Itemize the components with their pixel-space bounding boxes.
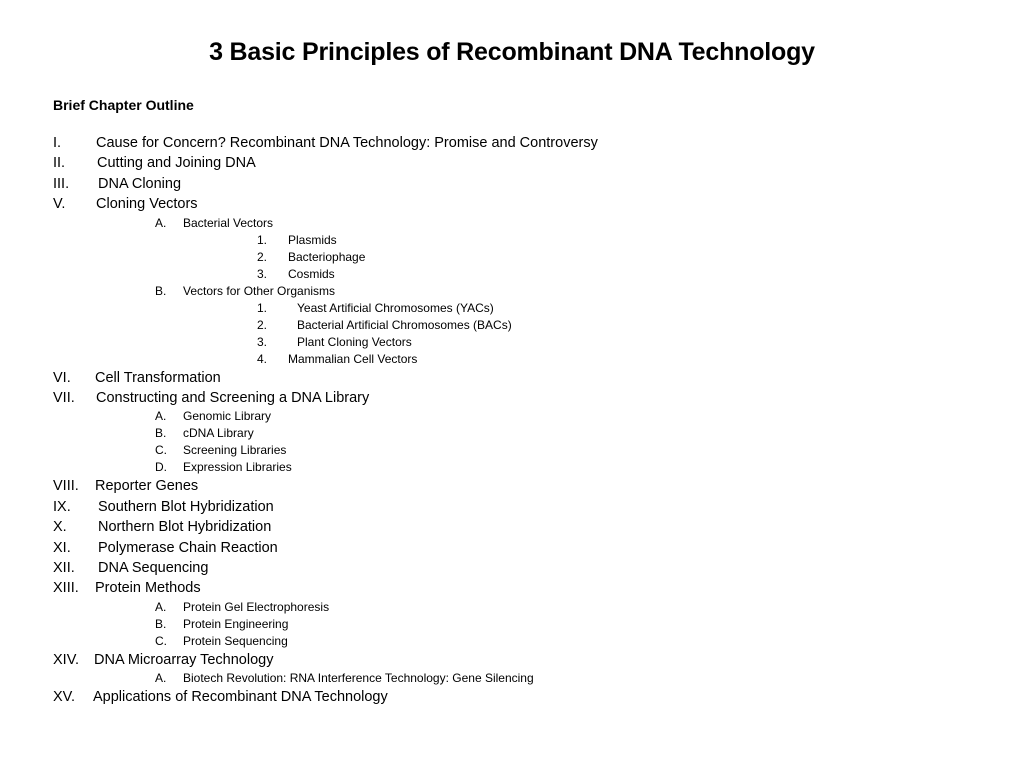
outline-item-label: Protein Engineering xyxy=(183,616,289,631)
outline-item-label: Bacterial Vectors xyxy=(183,215,274,230)
outline-item xyxy=(0,300,1024,317)
outline-item xyxy=(0,266,1024,283)
outline-item-label: Cloning Vectors xyxy=(96,196,198,213)
outline-item-number: V. xyxy=(53,196,66,213)
outline-item-number: I. xyxy=(53,135,62,151)
outline-item-label: cDNA Library xyxy=(183,426,254,441)
outline-item-label: Bacteriophage xyxy=(288,249,366,264)
outline-item-number: B. xyxy=(155,426,167,441)
outline-item-number: A. xyxy=(155,409,167,424)
outline-item xyxy=(0,153,1024,173)
outline-item xyxy=(0,558,1024,578)
outline-item-number: XV. xyxy=(53,689,76,706)
outline-item xyxy=(0,670,1024,687)
outline-item-number: 3. xyxy=(257,334,268,349)
outline-item-label: Cosmids xyxy=(288,266,335,281)
outline-item xyxy=(0,442,1024,459)
outline-item xyxy=(0,351,1024,368)
outline-subtitle: Brief Chapter Outline xyxy=(53,97,194,113)
outline-item xyxy=(0,232,1024,249)
outline-item-number: B. xyxy=(155,283,167,298)
outline-item xyxy=(0,538,1024,558)
outline-item-label: DNA Microarray Technology xyxy=(94,651,274,668)
outline-item-number: B. xyxy=(155,616,167,631)
outline-item-number: A. xyxy=(155,599,167,614)
outline-item xyxy=(0,133,1024,153)
outline-item xyxy=(0,317,1024,334)
outline-item-label: Yeast Artificial Chromosomes (YACs) xyxy=(297,300,494,315)
outline-item-number: VI. xyxy=(53,369,71,386)
outline-item-number: A. xyxy=(155,671,167,686)
outline-item xyxy=(0,368,1024,388)
outline-item-number: 4. xyxy=(257,351,268,366)
outline-item-number: XII. xyxy=(53,559,75,576)
outline-item-number: A. xyxy=(155,215,167,230)
outline-item-number: 2. xyxy=(257,317,268,332)
outline-item xyxy=(0,599,1024,616)
outline-item xyxy=(0,517,1024,537)
outline-item-number: C. xyxy=(155,443,167,458)
outline-item-label: Northern Blot Hybridization xyxy=(98,519,272,536)
page-title: 3 Basic Principles of Recombinant DNA Technology xyxy=(209,38,815,66)
outline-item-label: Plasmids xyxy=(288,232,337,247)
outline-item xyxy=(0,388,1024,408)
outline-item-number: X. xyxy=(53,519,67,536)
outline-item-number: VIII. xyxy=(53,478,79,495)
outline-item-label: Southern Blot Hybridization xyxy=(98,498,274,515)
outline-item-number: IX. xyxy=(53,498,71,515)
outline-item-label: Expression Libraries xyxy=(183,460,292,475)
outline-item-label: Plant Cloning Vectors xyxy=(297,334,412,349)
outline-item-label: Reporter Genes xyxy=(95,478,199,495)
outline-item xyxy=(0,459,1024,476)
outline-item-label: Vectors for Other Organisms xyxy=(183,283,336,298)
outline-item-label: Protein Methods xyxy=(95,580,201,597)
outline-item-number: 1. xyxy=(257,300,268,315)
outline-item-number: 3. xyxy=(257,266,268,281)
outline-item-label: DNA Cloning xyxy=(98,175,182,192)
outline-item xyxy=(0,578,1024,598)
outline-item-label: Applications of Recombinant DNA Technology xyxy=(93,689,388,706)
outline-item-number: II. xyxy=(53,155,66,172)
outline-item-number: III. xyxy=(53,175,70,192)
outline-item-number: 1. xyxy=(257,232,268,247)
outline-item-label: Protein Gel Electrophoresis xyxy=(183,599,330,614)
outline-item xyxy=(0,334,1024,351)
outline-item-label: Bacterial Artificial Chromosomes (BACs) xyxy=(297,317,512,332)
outline-item-label: Protein Sequencing xyxy=(183,633,288,648)
outline-item-number: C. xyxy=(155,633,167,648)
outline-item xyxy=(0,194,1024,214)
outline-item xyxy=(0,633,1024,650)
outline-item-number: D. xyxy=(155,460,167,475)
outline-item-label: Biotech Revolution: RNA Interference Technology: Gene Silencing xyxy=(183,671,534,686)
outline-item-number: XIII. xyxy=(53,580,79,597)
outline-item-label: Screening Libraries xyxy=(183,443,287,458)
outline-item-label: Cause for Concern? Recombinant DNA Technology: Promise and Controversy xyxy=(96,135,598,151)
chapter-outline xyxy=(0,133,1024,707)
outline-item xyxy=(0,408,1024,425)
outline-item-label: DNA Sequencing xyxy=(98,559,209,576)
outline-item-number: XIV. xyxy=(53,651,80,668)
outline-item-number: XI. xyxy=(53,539,71,556)
outline-item xyxy=(0,215,1024,232)
outline-item xyxy=(0,476,1024,496)
outline-item xyxy=(0,616,1024,633)
outline-item xyxy=(0,174,1024,194)
outline-item xyxy=(0,249,1024,266)
outline-item-label: Cell Transformation xyxy=(95,369,221,386)
outline-item-label: Genomic Library xyxy=(183,409,272,424)
outline-item xyxy=(0,425,1024,442)
outline-item-number: 2. xyxy=(257,249,268,264)
outline-item-label: Constructing and Screening a DNA Library xyxy=(96,389,370,406)
outline-item xyxy=(0,497,1024,517)
outline-item-number: VII. xyxy=(53,389,75,406)
outline-item xyxy=(0,283,1024,300)
outline-item-label: Polymerase Chain Reaction xyxy=(98,539,278,556)
outline-item-label: Mammalian Cell Vectors xyxy=(288,351,418,366)
outline-item xyxy=(0,650,1024,670)
outline-item xyxy=(0,687,1024,707)
outline-item-label: Cutting and Joining DNA xyxy=(97,155,256,172)
